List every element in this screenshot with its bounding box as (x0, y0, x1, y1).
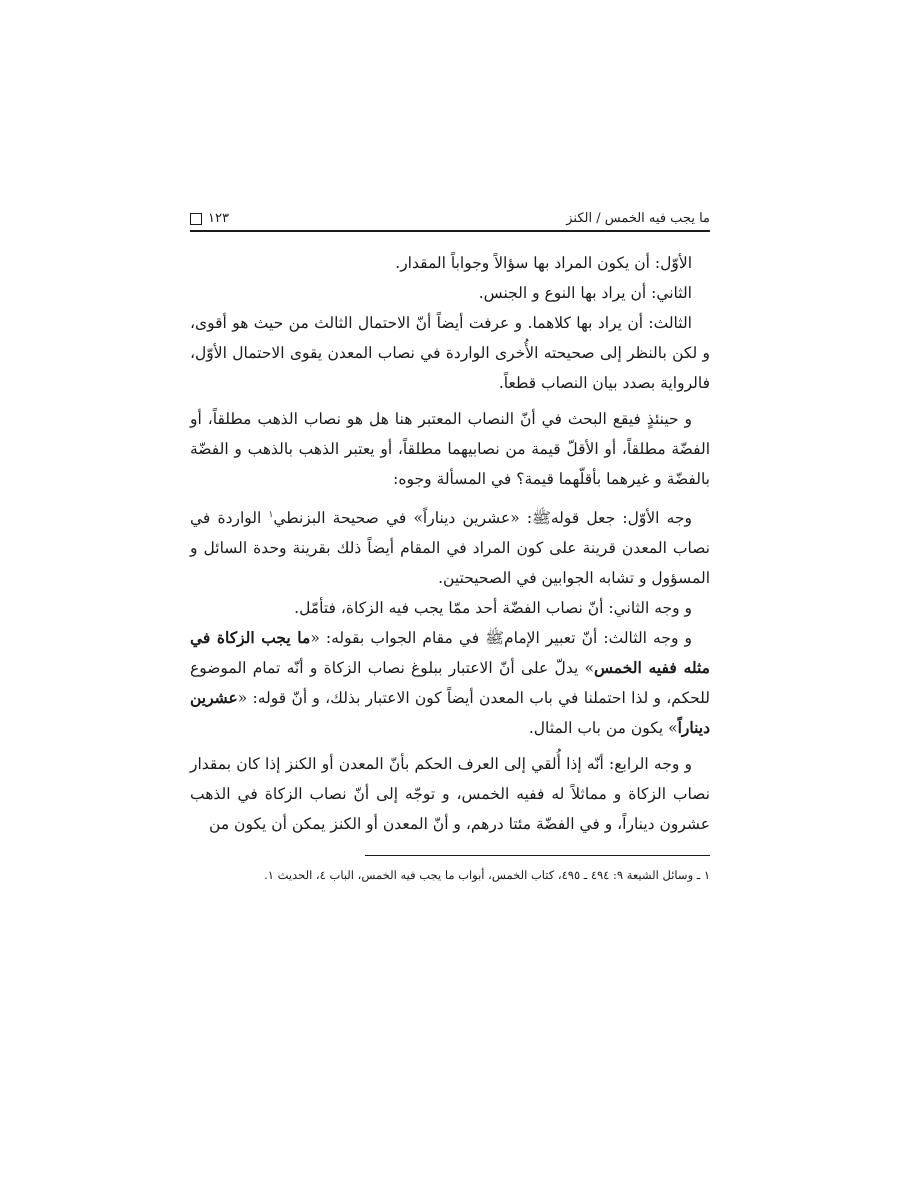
book-page (190, 200, 710, 884)
footnote: ١ ـ وسائل الشيعة ٩: ٤٩٤ ـ ٤٩٥، كتاب الخمس، أبواب ما يجب فيه الخمس، الباب ٤، الحديث ١. (264, 868, 710, 883)
page-header (190, 200, 710, 232)
paragraph-1: الأوّل: أن يكون المراد بها سؤالاً وجواباً المقدار. (395, 254, 692, 272)
paragraph-5-part-a: وجه الأوّل: جعل قوله (550, 509, 692, 528)
bold-quote-1: ما يجب الزكاة في مثله ففيه الخمس (190, 628, 710, 678)
paragraph-2: الثاني: أن يراد بها النوع و الجنس. (478, 284, 692, 302)
bold-quote-2: عشرين ديناراً (190, 688, 710, 738)
honorific-glyph: ﷺ (532, 509, 551, 528)
square-box-icon (190, 213, 202, 225)
paragraph-8: و وجه الرابع: أنّه إذا أُلقي إلى العرف الحكم بأنّ المعدن أو الكنز إذا كان بمقدار نصاب الزكاة و مماثلاً له ففيه الخمس، و توجّه إلى أنّ نصاب الزكاة في الذهب عشرون ديناراً، و في الفضّة مئتا درهم، و أنّ المعدن أو الكنز يمكن أن يكون من (190, 755, 710, 834)
running-title: ما يجب فيه الخمس / الكنز (566, 211, 710, 226)
footnote-ref: ١ (268, 510, 274, 520)
paragraph-7-part-c: » يدلّ على أنّ الاعتبار ببلوغ نصاب الزكاة و أنّه تمام الموضوع للحكم، و لذا احتملنا في باب المعدن أيضاً كون الاعتبار بذلك، و أنّ قوله: « (190, 659, 710, 708)
paragraph-7-part-a: و وجه الثالث: أنّ تعبير الإمام (504, 629, 692, 648)
paragraph-5-part-c: الواردة في نصاب المعدن قرينة على كون المراد في المقام أيضاً ذلك بقرينة وحدة السائل و المسؤول و تشابه الجوابين في الصحيحتين. (190, 509, 710, 588)
paragraph-4: و حينئذٍ فيقع البحث في أنّ النصاب المعتبر هنا هل هو نصاب الذهب مطلقاً، أو الفضّة مطلقاً، أو الأقلّ قيمة من نصابيهما مطلقاً، أو يعتبر الذهب بالذهب و الفضّة بالفضّة و غيرهما بأقلّهما قيمة؟ في المسألة وجوه: (190, 410, 710, 488)
footnote-separator (365, 855, 710, 856)
paragraph-3: الثالث: أن يراد بها كلاهما. و عرفت أيضاً أنّ الاحتمال الثالث من حيث هو أقوى، و لكن بالنظر إلى صحيحته الأُخرى الواردة في نصاب المعدن يقوى الاحتمال الأوّل، فالرواية بصدد بيان النصاب قطعاً. (190, 314, 710, 392)
paragraph-6: و وجه الثاني: أنّ نصاب الفضّة أحد ممّا يجب فيه الزكاة، فتأمّل. (294, 599, 692, 618)
page-number-block (190, 211, 229, 226)
page-number: ١٢٣ (208, 211, 229, 226)
paragraph-5-part-b: : «عشرين ديناراً» في صحيحة البزنطي (273, 509, 533, 528)
honorific-glyph-2: ﷺ (485, 629, 505, 648)
paragraph-7 (190, 623, 710, 743)
paragraph-7-part-d: » يكون من باب المثال. (528, 719, 678, 738)
paragraph-7-part-b: في مقام الجواب بقوله: « (310, 629, 486, 648)
page-body (190, 248, 710, 839)
paragraph-5 (190, 500, 710, 593)
